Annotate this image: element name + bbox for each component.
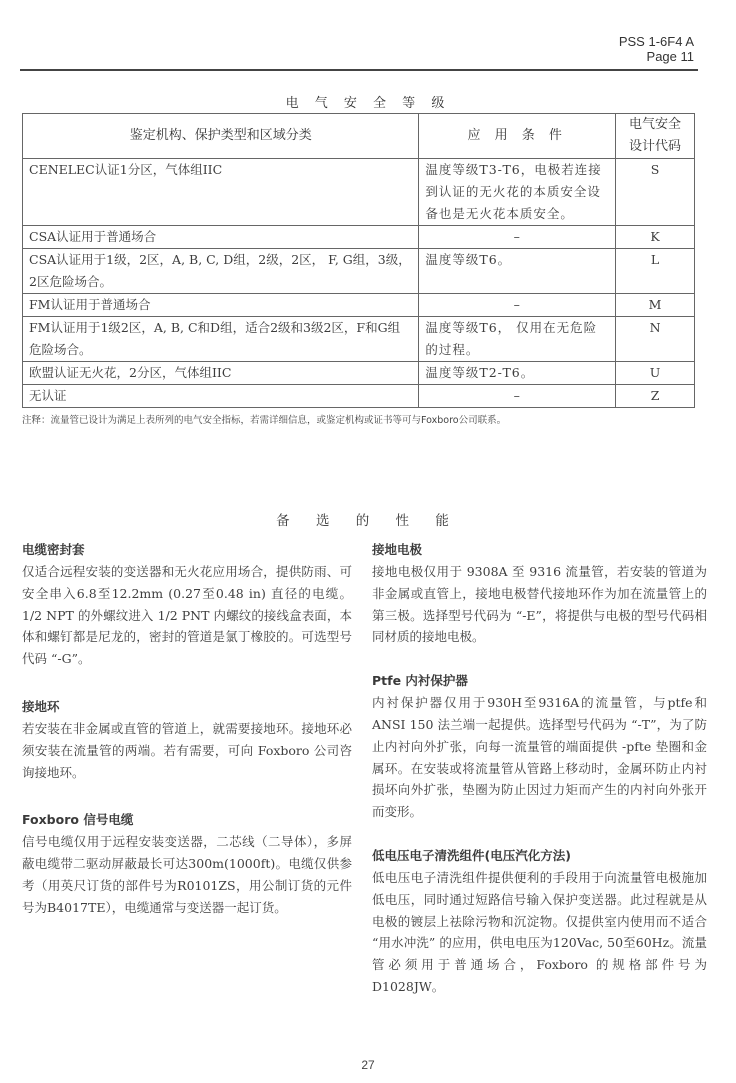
cell-code: K xyxy=(616,226,695,249)
cell-classification: CSA认证用于1级，2区，A, B, C, D组，2级，2区， F, G组，3级，2区危险场合。 xyxy=(23,249,419,294)
cell-conditions: 温度等级T2-T6。 xyxy=(419,362,616,385)
feature-body: 信号电缆仅用于远程安装变送器，二芯线（二导体），多屏蔽电缆带二驱动屏蔽最长可达300m(1000ft)。电缆仅供参考（用英尺订货的部件号为R0101ZS，用公制订货的元件号为B4017TE），电缆通常与变送器一起订货。 xyxy=(22,834,352,915)
electrical-safety-table xyxy=(22,113,695,408)
cell-classification: CENELEC认证1分区，气体组IIC xyxy=(23,159,419,226)
table-row xyxy=(23,317,695,362)
feature-heading: 接地环 xyxy=(22,698,60,714)
table-row xyxy=(23,294,695,317)
cell-conditions: – xyxy=(419,385,616,408)
column-header-classification: 鉴定机构、保护类型和区域分类 xyxy=(23,114,419,159)
page-label: Page 11 xyxy=(646,49,694,64)
column-header-code xyxy=(616,114,695,159)
feature-heading: 电缆密封套 xyxy=(22,542,85,557)
cell-classification: 无认证 xyxy=(23,385,419,408)
feature-body: 仅适合远程安装的变送器和无火花应用场合，提供防雨、可安全串入6.8至12.2mm (0.27至0.48 in) 直径的电缆。1/2 NPT 的外螺纹进入 1/2 PNT 内螺纹的接线盒表面，本体和螺钉都是尼龙的，密封的管道是氯丁橡胶的。可选型号代码 “-G”。 xyxy=(22,564,352,667)
cell-conditions: 温度等级T6。 xyxy=(419,249,616,294)
safety-table-title: 电 气 安 全 等 级 xyxy=(285,96,451,111)
table-row xyxy=(23,226,695,249)
cell-classification: CSA认证用于普通场合 xyxy=(23,226,419,249)
table-footnote: 注释：流量管已设计为满足上表所列的电气安全指标，若需详细信息，或鉴定机构或证书等可与Foxboro公司联系。 xyxy=(22,415,507,426)
cell-code: Z xyxy=(616,385,695,408)
feature-ptfe-liner-protector xyxy=(372,670,707,823)
feature-heading: Foxboro 信号电缆 xyxy=(22,812,134,828)
cell-conditions: – xyxy=(419,294,616,317)
cell-code: S xyxy=(616,159,695,226)
features-left-column xyxy=(22,539,352,939)
feature-grounding-electrode xyxy=(372,539,707,648)
feature-cable-gland xyxy=(22,539,352,670)
feature-heading: Ptfe 内衬保护器 xyxy=(372,673,468,689)
feature-body: 若安装在非金属或直管的管道上，就需要接地环。接地环必须安装在流量管的两端。若有需要，可向 Foxboro 公司咨询接地环。 xyxy=(22,720,352,780)
cell-conditions: – xyxy=(419,226,616,249)
cell-code: M xyxy=(616,294,695,317)
page-number: 27 xyxy=(361,1058,375,1072)
table-row xyxy=(23,385,695,408)
feature-electrode-cleaning-kit xyxy=(372,845,707,998)
feature-body: 接地电极仅用于 9308A 至 9316 流量管，若安装的管道为非金属或直管上，接地电极替代接地环作为加在流量管上的第三极。选择型号代码为 “-E”，将提供与电极的型号代码相同材质的接地电极。 xyxy=(372,564,707,645)
cell-classification: 欧盟认证无火花，2分区，气体组IIC xyxy=(23,362,419,385)
cell-code: N xyxy=(616,317,695,362)
cell-classification: FM认证用于普通场合 xyxy=(23,294,419,317)
table-row xyxy=(23,159,695,226)
document-header xyxy=(619,34,694,64)
feature-signal-cable xyxy=(22,809,352,918)
document-id: PSS 1-6F4 A xyxy=(618,34,694,49)
cell-conditions: 温度等级T6， 仅用在无危险的过程。 xyxy=(419,317,616,362)
header-divider xyxy=(20,69,698,71)
feature-grounding-ring xyxy=(22,696,352,783)
column-header-code-line2: 设计代码 xyxy=(629,139,682,154)
feature-heading: 接地电极 xyxy=(372,542,423,557)
cell-classification: FM认证用于1级2区，A, B, C和D组，适合2级和3级2区，F和G组危险场合。 xyxy=(23,317,419,362)
column-header-code-line1: 电气安全 xyxy=(629,117,682,132)
cell-conditions: 温度等级T3-T6，电极若连接到认证的无火花的本质安全设备也是无火花本质安全。 xyxy=(419,159,616,226)
features-right-column xyxy=(372,539,707,1018)
table-row xyxy=(23,249,695,294)
optional-features-title: 备 选 的 性 能 xyxy=(276,513,460,529)
column-header-conditions: 应 用 条 件 xyxy=(419,114,616,159)
feature-body: 内衬保护器仅用于930H至9316A的流量管，与ptfe和 ANSI 150 法兰端一起提供。选择型号代码为 “-T”，为了防止内衬向外扩张，向每一流量管的端面提供 -pfte 垫圈和金属环。在安装或将流量管从管路上移动时，金属环防止内衬损坏向外扩张，垫圈为防止因过力矩而产生的内衬向外张开而变形。 xyxy=(372,695,707,820)
table-header-row xyxy=(23,114,695,159)
cell-code: L xyxy=(616,249,695,294)
feature-body: 低电压电子清洗组件提供便利的手段用于向流量管电极施加低电压，同时通过短路信号输入保护变送器。此过程就是从电极的镀层上祛除污物和沉淀物。仅提供室内使用而不适合 “用水冲洗” 的应用，供电电压为120Vac, 50至60Hz。流量管必须用于普通场合，Foxboro 的规格部件号为 D1028JW。 xyxy=(372,869,707,994)
table-row xyxy=(23,362,695,385)
cell-code: U xyxy=(616,362,695,385)
feature-heading: 低电压电子清洗组件(电压汽化方法) xyxy=(372,847,571,863)
